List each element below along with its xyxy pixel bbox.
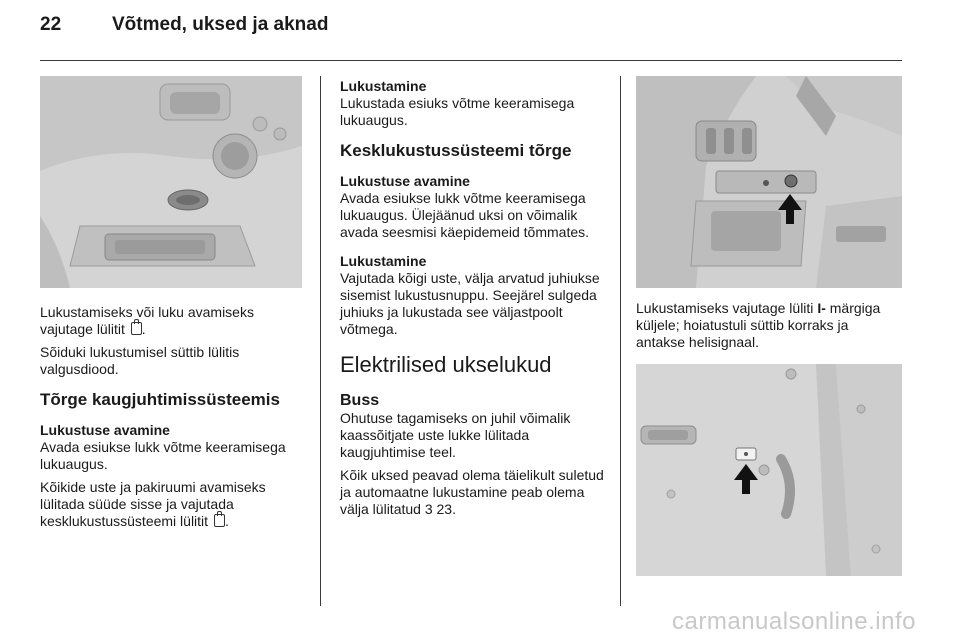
paragraph: Kõik uksed peavad olema täielikult suletud ja automaatne lukustamine peab olema välja lülitatud 3 23. — [340, 467, 604, 517]
subheading: Lukustamine — [340, 253, 427, 269]
page-reference: 3 23. — [424, 501, 456, 517]
section-heading: Tõrge kaugjuhtimissüsteemis — [40, 390, 280, 409]
paragraph: Vajutada kõigi uste, välja arvatud juhiukse sisemist lukustusnuppu. Seejärel sulgeda juhiuks ja lukustada see väljastpoolt võtmega. — [340, 270, 600, 337]
paragraph: Avada esiukse lukk võtme keeramisega lukuaugus. Ülejäänud uksi on võimalik avada seesmisi käepidemeid tõmmates. — [340, 190, 590, 240]
column-1 — [40, 304, 305, 536]
subheading: Lukustuse avamine — [40, 422, 170, 438]
subheading: Lukustamine — [340, 78, 427, 94]
paragraph: Ohutuse tagamiseks on juhil võimalik kaassõitjate uste lukke lülitada kaugjuhtimise teel. — [340, 410, 571, 460]
paragraph: Avada esiukse lukk võtme keeramisega lukuaugus. — [40, 439, 286, 472]
subsection-heading: Buss — [340, 392, 380, 409]
photo-overhead-console — [40, 76, 302, 288]
paragraph: Lukustada esiuks võtme keeramisega lukuaugus. — [340, 95, 575, 128]
page-number: 22 — [40, 14, 62, 35]
page-header — [40, 14, 328, 36]
section-heading: Kesklukustussüsteemi tõrge — [340, 141, 572, 160]
paragraph: Lukustamiseks vajutage lüliti I- märgiga küljele; hoiatustuli süttib korraks ja antakse helisignaal. — [636, 300, 881, 350]
column-divider-2 — [620, 76, 621, 606]
watermark: carmanualsonline.info — [672, 608, 916, 635]
page-title: Võtmed, uksed ja aknad — [112, 14, 329, 35]
column-divider-1 — [320, 76, 321, 606]
paragraph: Kõikide uste ja pakiruumi avamiseks lülitada süüde sisse ja vajutada kesklukustussüsteemi lülitit . — [40, 479, 266, 529]
column-2 — [340, 78, 608, 524]
column-3 — [636, 300, 898, 357]
photo-dashboard-switch — [636, 76, 902, 288]
chapter-heading: Elektrilised ukselukud — [340, 352, 552, 377]
lock-switch-icon — [131, 322, 142, 335]
subheading: Lukustuse avamine — [340, 173, 470, 189]
photo-door-switch — [636, 364, 902, 576]
header-rule — [40, 60, 902, 61]
lock-switch-icon — [214, 514, 225, 527]
paragraph: Sõiduki lukustumisel süttib lülitis valgusdiood. — [40, 344, 240, 377]
paragraph: Lukustamiseks või luku avamiseks vajutage lülitit . — [40, 304, 254, 337]
